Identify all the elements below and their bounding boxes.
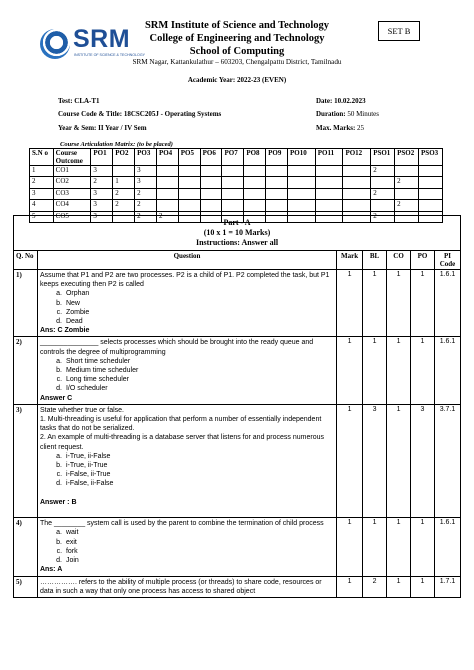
options-list bbox=[64, 452, 334, 489]
matrix-cell: 2 bbox=[113, 188, 135, 199]
column-header-row bbox=[14, 251, 461, 270]
matrix-cell bbox=[419, 177, 443, 188]
matrix-cell bbox=[288, 177, 316, 188]
matrix-cell bbox=[200, 177, 222, 188]
pi-code-value: 1.6.1 bbox=[434, 518, 460, 576]
col-mark: Mark bbox=[337, 251, 363, 270]
matrix-cell: 2 bbox=[371, 166, 395, 177]
matrix-cell: 2 bbox=[371, 188, 395, 199]
matrix-cell: 2 bbox=[135, 211, 157, 222]
matrix-cell: CO1 bbox=[53, 166, 91, 177]
part-header-row bbox=[14, 216, 461, 251]
matrix-col-header: PSO2 bbox=[395, 149, 419, 166]
matrix-cell: 5 bbox=[30, 211, 54, 222]
matrix-cell: 1 bbox=[30, 166, 54, 177]
logo-brand: SRM bbox=[73, 25, 131, 53]
option-item: a. Short time scheduler bbox=[64, 357, 334, 366]
po-value: 1 bbox=[411, 270, 435, 337]
matrix-cell: 2 bbox=[395, 200, 419, 211]
matrix-cell: 1 bbox=[113, 177, 135, 188]
matrix-col-header: PO6 bbox=[200, 149, 222, 166]
matrix-cell: 3 bbox=[91, 188, 113, 199]
questions-table bbox=[13, 215, 461, 598]
matrix-cell bbox=[222, 200, 244, 211]
matrix-cell: 2 bbox=[91, 177, 113, 188]
bl-value: 2 bbox=[363, 576, 387, 597]
part-subtitle: (10 x 1 = 10 Marks) bbox=[203, 228, 271, 237]
question-text bbox=[37, 337, 336, 404]
col-co: CO bbox=[387, 251, 411, 270]
question-row bbox=[14, 576, 461, 597]
option-item: b. i-True, ii-True bbox=[64, 461, 334, 470]
question-number: 4) bbox=[14, 518, 38, 576]
matrix-cell bbox=[244, 200, 266, 211]
option-item: c. i-False, ii-True bbox=[64, 470, 334, 479]
option-item: d. Dead bbox=[64, 317, 334, 326]
matrix-cell bbox=[315, 177, 343, 188]
matrix-cell bbox=[113, 166, 135, 177]
matrix-cell bbox=[343, 188, 371, 199]
co-value: 1 bbox=[387, 576, 411, 597]
matrix-cell bbox=[315, 188, 343, 199]
matrix-col-header: PO10 bbox=[288, 149, 316, 166]
pi-code-value: 3.7.1 bbox=[434, 404, 460, 517]
col-pi: PI Code bbox=[434, 251, 460, 270]
mark-value: 1 bbox=[337, 576, 363, 597]
answer: Answer C bbox=[39, 394, 73, 402]
matrix-cell bbox=[419, 166, 443, 177]
matrix-cell: 3 bbox=[91, 166, 113, 177]
academic-year: Academic Year: 2022-23 (EVEN) bbox=[187, 76, 287, 84]
matrix-cell bbox=[315, 166, 343, 177]
matrix-col-header: PO7 bbox=[222, 149, 244, 166]
matrix-cell bbox=[222, 177, 244, 188]
matrix-cell: 2 bbox=[113, 200, 135, 211]
matrix-cell bbox=[244, 166, 266, 177]
matrix-cell: 2 bbox=[395, 177, 419, 188]
matrix-row bbox=[30, 177, 443, 188]
pi-code-value: 1.6.1 bbox=[434, 337, 460, 404]
matrix-col-header: PO2 bbox=[113, 149, 135, 166]
question-text bbox=[37, 270, 336, 337]
matrix-cell bbox=[343, 177, 371, 188]
matrix-col-header: PO9 bbox=[266, 149, 288, 166]
po-value: 3 bbox=[411, 404, 435, 517]
question-line: The ________ system call is used by the parent to combine the termination of child process bbox=[39, 520, 324, 528]
co-value: 1 bbox=[387, 337, 411, 404]
question-line: Assume that P1 and P2 are two processes. P2 is a child of P1. P2 completed the task, but P1 keeps executing then P2 is called bbox=[39, 272, 330, 289]
bl-value: 1 bbox=[363, 270, 387, 337]
question-number: 1) bbox=[14, 270, 38, 337]
matrix-cell bbox=[178, 200, 200, 211]
matrix-cell bbox=[178, 177, 200, 188]
question-line: State whether true or false. bbox=[39, 406, 124, 414]
info-row-3 bbox=[58, 124, 418, 132]
max-marks bbox=[316, 124, 364, 132]
part-header bbox=[14, 216, 461, 251]
matrix-cell: 2 bbox=[30, 177, 54, 188]
option-item: a. i-True, ii-False bbox=[64, 452, 334, 461]
question-text bbox=[37, 518, 336, 576]
question-line: _______________ selects processes which should be brought into the ready queue and controls the degree of multiprogramming bbox=[39, 339, 314, 356]
matrix-cell bbox=[266, 166, 288, 177]
bl-value: 3 bbox=[363, 404, 387, 517]
matrix-cell bbox=[178, 188, 200, 199]
duration bbox=[316, 110, 379, 118]
matrix-cell: 3 bbox=[30, 188, 54, 199]
matrix-col-header: PO1 bbox=[91, 149, 113, 166]
option-item: c. Zombie bbox=[64, 308, 334, 317]
po-value: 1 bbox=[411, 337, 435, 404]
col-question: Question bbox=[37, 251, 336, 270]
info-row-2 bbox=[58, 110, 418, 118]
matrix-col-header: PO5 bbox=[178, 149, 200, 166]
options-list bbox=[64, 289, 334, 326]
test-name: Test: CLA-T1 bbox=[58, 97, 100, 105]
matrix-cell: CO4 bbox=[53, 200, 91, 211]
matrix-cell bbox=[244, 177, 266, 188]
matrix-cell: 2 bbox=[371, 211, 395, 222]
matrix-cell: CO5 bbox=[53, 211, 91, 222]
matrix-col-header: PO12 bbox=[343, 149, 371, 166]
matrix-cell: 3 bbox=[135, 166, 157, 177]
mark-value: 1 bbox=[337, 518, 363, 576]
matrix-header-row bbox=[30, 149, 443, 166]
option-item: b. exit bbox=[64, 538, 334, 547]
mark-value: 1 bbox=[337, 270, 363, 337]
matrix-col-header: PO11 bbox=[315, 149, 343, 166]
question-text bbox=[37, 404, 336, 517]
options-list bbox=[64, 528, 334, 565]
matrix-cell bbox=[222, 166, 244, 177]
matrix-col-header: PO4 bbox=[156, 149, 178, 166]
matrix-cell bbox=[371, 177, 395, 188]
matrix-cell bbox=[156, 166, 178, 177]
option-item: a. wait bbox=[64, 528, 334, 537]
matrix-cell bbox=[419, 200, 443, 211]
matrix-cell bbox=[419, 188, 443, 199]
matrix-row bbox=[30, 200, 443, 211]
matrix-cell bbox=[156, 200, 178, 211]
duration-label: Duration: bbox=[316, 110, 348, 118]
bl-value: 1 bbox=[363, 518, 387, 576]
question-number: 2) bbox=[14, 337, 38, 404]
matrix-cell bbox=[156, 177, 178, 188]
matrix-cell: 2 bbox=[135, 188, 157, 199]
matrix-cell bbox=[200, 200, 222, 211]
set-label: SET B bbox=[378, 21, 420, 41]
option-item: c. Long time scheduler bbox=[64, 375, 334, 384]
address: SRM Nagar, Kattankulathur – 603203, Chengalpattu District, Tamilnadu bbox=[132, 58, 342, 66]
question-text bbox=[37, 576, 336, 597]
po-value: 1 bbox=[411, 576, 435, 597]
matrix-title: Course Articulation Matrix: (to be placed) bbox=[60, 141, 173, 148]
option-item: d. i-False, ii-False bbox=[64, 479, 334, 488]
matrix-cell: 3 bbox=[91, 200, 113, 211]
question-row bbox=[14, 270, 461, 337]
pi-code-value: 1.7.1 bbox=[434, 576, 460, 597]
matrix-cell bbox=[222, 188, 244, 199]
logo-tagline: INSTITUTE OF SCIENCE & TECHNOLOGY bbox=[74, 53, 146, 57]
po-value: 1 bbox=[411, 518, 435, 576]
option-item: d. I/O scheduler bbox=[64, 384, 334, 393]
matrix-cell bbox=[178, 166, 200, 177]
matrix-cell bbox=[343, 200, 371, 211]
matrix-cell bbox=[371, 200, 395, 211]
matrix-cell bbox=[266, 188, 288, 199]
matrix-cell: 3 bbox=[91, 211, 113, 222]
school-name: School of Computing bbox=[189, 46, 285, 57]
matrix-cell: CO2 bbox=[53, 177, 91, 188]
matrix-cell bbox=[156, 188, 178, 199]
max-marks-value: 25 bbox=[357, 124, 365, 132]
col-bl: BL bbox=[363, 251, 387, 270]
co-value: 1 bbox=[387, 404, 411, 517]
matrix-cell bbox=[244, 188, 266, 199]
option-item: b. Medium time scheduler bbox=[64, 366, 334, 375]
matrix-cell bbox=[266, 177, 288, 188]
question-number: 3) bbox=[14, 404, 38, 517]
matrix-cell bbox=[200, 166, 222, 177]
matrix-cell bbox=[288, 166, 316, 177]
matrix-cell bbox=[315, 200, 343, 211]
question-row bbox=[14, 404, 461, 517]
option-item: b. New bbox=[64, 299, 334, 308]
matrix-cell: 3 bbox=[135, 177, 157, 188]
info-row-1 bbox=[58, 97, 418, 105]
matrix-row bbox=[30, 188, 443, 199]
matrix-cell: 2 bbox=[156, 211, 178, 222]
option-item: d. Join bbox=[64, 556, 334, 565]
co-value: 1 bbox=[387, 270, 411, 337]
institution-name: SRM Institute of Science and Technology bbox=[144, 20, 330, 31]
answer: Ans: A bbox=[39, 566, 63, 574]
col-qno: Q. No bbox=[14, 251, 38, 270]
answer: Answer : B bbox=[39, 498, 77, 506]
course-title: Course Code & Title: 18CSC205J - Operating Systems bbox=[58, 110, 222, 118]
matrix-cell bbox=[395, 166, 419, 177]
question-row bbox=[14, 337, 461, 404]
exam-date: Date: 10.02.2023 bbox=[316, 97, 366, 105]
matrix-cell bbox=[288, 200, 316, 211]
max-marks-label: Max. Marks: bbox=[316, 124, 358, 132]
part-title: Part - A bbox=[223, 218, 251, 227]
matrix-col-header: PO8 bbox=[244, 149, 266, 166]
matrix-cell: 4 bbox=[30, 200, 54, 211]
matrix-cell: 2 bbox=[135, 200, 157, 211]
matrix-cell bbox=[395, 188, 419, 199]
articulation-matrix bbox=[29, 148, 443, 223]
matrix-cell bbox=[343, 166, 371, 177]
answer: Ans: C Zombie bbox=[39, 327, 90, 335]
question-line: ……………. refers to the ability of multiple process (or threads) to share code, resources or data in such a way that only one process has access to shared object bbox=[39, 578, 322, 595]
matrix-cell: CO3 bbox=[53, 188, 91, 199]
matrix-col-header: PO3 bbox=[135, 149, 157, 166]
matrix-cell bbox=[200, 188, 222, 199]
co-value: 1 bbox=[387, 518, 411, 576]
bl-value: 1 bbox=[363, 337, 387, 404]
matrix-col-header: Course Outcome bbox=[53, 149, 91, 166]
question-number: 5) bbox=[14, 576, 38, 597]
mark-value: 1 bbox=[337, 404, 363, 517]
option-item: a. Orphan bbox=[64, 289, 334, 298]
question-line: 2. An example of multi-threading is a database server that listens for and process numerous client request. bbox=[39, 434, 324, 451]
matrix-col-header: PSO3 bbox=[419, 149, 443, 166]
col-po: PO bbox=[411, 251, 435, 270]
question-row bbox=[14, 518, 461, 576]
pi-code-value: 1.6.1 bbox=[434, 270, 460, 337]
matrix-col-header: S.N o bbox=[30, 149, 54, 166]
matrix-row bbox=[30, 166, 443, 177]
college-name: College of Engineering and Technology bbox=[149, 33, 325, 44]
options-list bbox=[64, 357, 334, 394]
option-item: c. fork bbox=[64, 547, 334, 556]
question-line: 1. Multi-threading is useful for application that perform a number of essentially independent tasks that do not be serialized. bbox=[39, 416, 322, 433]
duration-value: 50 Minutes bbox=[347, 110, 380, 118]
mark-value: 1 bbox=[337, 337, 363, 404]
matrix-cell bbox=[288, 188, 316, 199]
matrix-cell bbox=[266, 200, 288, 211]
matrix-col-header: PSO1 bbox=[371, 149, 395, 166]
part-instructions: Instructions: Answer all bbox=[195, 238, 279, 247]
year-semester: Year & Sem: II Year / IV Sem bbox=[58, 124, 147, 132]
